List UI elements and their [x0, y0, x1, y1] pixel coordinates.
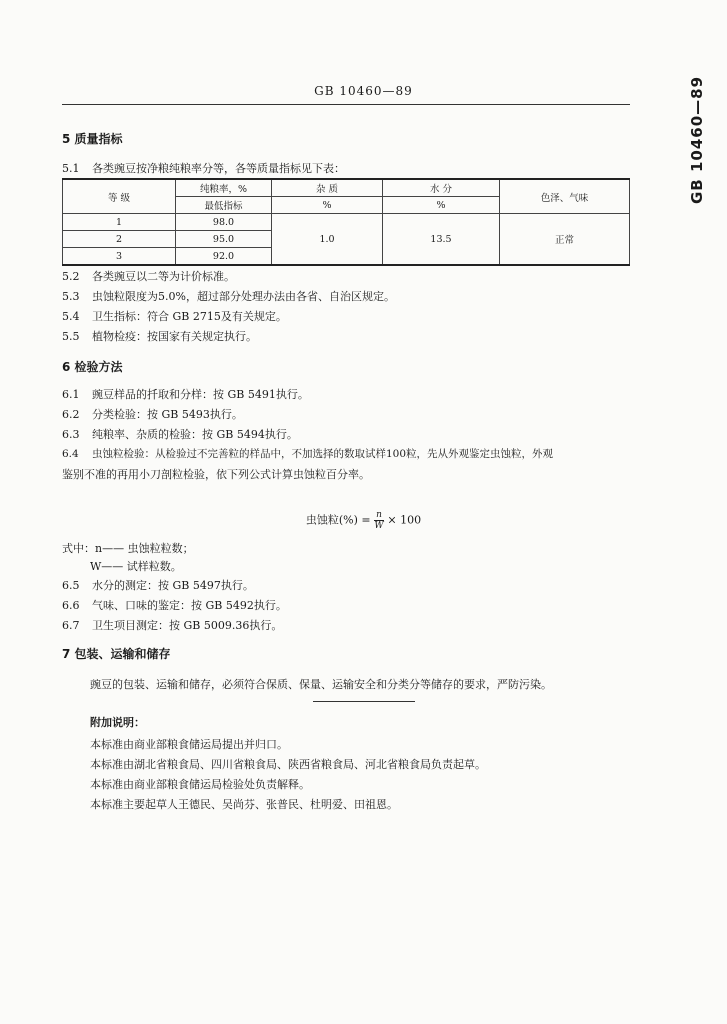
purity-header: 纯粮率，% [176, 179, 272, 197]
clause-5-4: 5.4 卫生指标：符合 GB 2715及有关规定。 [62, 310, 287, 323]
clause-6-2: 6.2 分类检验：按 GB 5493执行。 [62, 408, 243, 421]
formula-where-1: 式中：n—— 虫蚀粒粒数； [62, 542, 194, 555]
impurity-value: 1.0 [272, 214, 383, 266]
clause-6-1: 6.1 豌豆样品的扦取和分样：按 GB 5491执行。 [62, 388, 309, 401]
section-5-title: 5 质量指标 [62, 132, 123, 146]
grade-header: 等 级 [63, 179, 176, 214]
clause-5-2: 5.2 各类豌豆以二等为计价标准。 [62, 270, 235, 283]
impurity-unit: % [272, 197, 383, 214]
formula: 虫蚀粒(%) = $\frac{n}{W}$ × 100 [305, 510, 422, 531]
note-line: 本标准由商业部粮食储运局提出并归口。 [90, 738, 288, 751]
divider [313, 701, 415, 702]
moisture-unit: % [383, 197, 500, 214]
clause-6-3: 6.3 纯粮率、杂质的检验：按 GB 5494执行。 [62, 428, 298, 441]
notes-title: 附加说明： [90, 716, 145, 729]
color-header: 色泽、气味 [500, 179, 630, 214]
clause-6-4-cont: 鉴别不准的再用小刀剖粒检验，依下列公式计算虫蚀粒百分率。 [62, 468, 370, 481]
clause-5-5: 5.5 植物检疫：按国家有关规定执行。 [62, 330, 257, 343]
moisture-value: 13.5 [383, 214, 500, 266]
min-header: 最低指标 [176, 197, 272, 214]
section-6-title: 6 检验方法 [62, 360, 123, 374]
clause-5-1: 5.1 各类豌豆按净粮纯粮率分等，各等质量指标见下表： [62, 162, 345, 175]
color-value: 正常 [500, 214, 630, 266]
clause-5-3: 5.3 虫蚀粒限度为5.0%，超过部分处理办法由各省、自治区规定。 [62, 290, 395, 303]
note-line: 本标准主要起草人王德民、吴尚芬、张普民、杜明爱、田祖恩。 [90, 798, 398, 811]
table-row: 2 95.0 [63, 231, 630, 248]
clause-7-text: 豌豆的包装、运输和储存，必须符合保质、保量、运输安全和分类分等储存的要求，严防污染。 [90, 678, 552, 691]
clause-6-7: 6.7 卫生项目测定：按 GB 5009.36执行。 [62, 619, 283, 632]
moisture-header: 水 分 [383, 179, 500, 197]
formula-numerator: n [376, 510, 382, 520]
table-row: 1 98.0 1.0 13.5 正常 [63, 214, 630, 231]
clause-6-4: 6.4 虫蚀粒检验：从检验过不完善粒的样品中，不加选择的数取试样100粒，先从外观鉴定虫蚀粒，外观 [62, 448, 554, 460]
page-header: GB 10460—89 [314, 84, 413, 98]
note-line: 本标准由商业部粮食储运局检验处负责解释。 [90, 778, 310, 791]
formula-where-2: W—— 试样粒数。 [90, 560, 182, 573]
formula-denominator: W [374, 521, 384, 531]
note-line: 本标准由湖北省粮食局、四川省粮食局、陕西省粮食局、河北省粮食局负责起草。 [90, 758, 486, 771]
side-standard-code: GB 10460—89 [688, 75, 706, 205]
section-7-title: 7 包装、运输和储存 [62, 647, 171, 661]
clause-6-6: 6.6 气味、口味的鉴定：按 GB 5492执行。 [62, 599, 287, 612]
table-row: 3 92.0 [63, 248, 630, 266]
clause-6-5: 6.5 水分的测定：按 GB 5497执行。 [62, 579, 254, 592]
header-rule [62, 104, 630, 105]
impurity-header: 杂 质 [272, 179, 383, 197]
quality-table [62, 178, 630, 266]
